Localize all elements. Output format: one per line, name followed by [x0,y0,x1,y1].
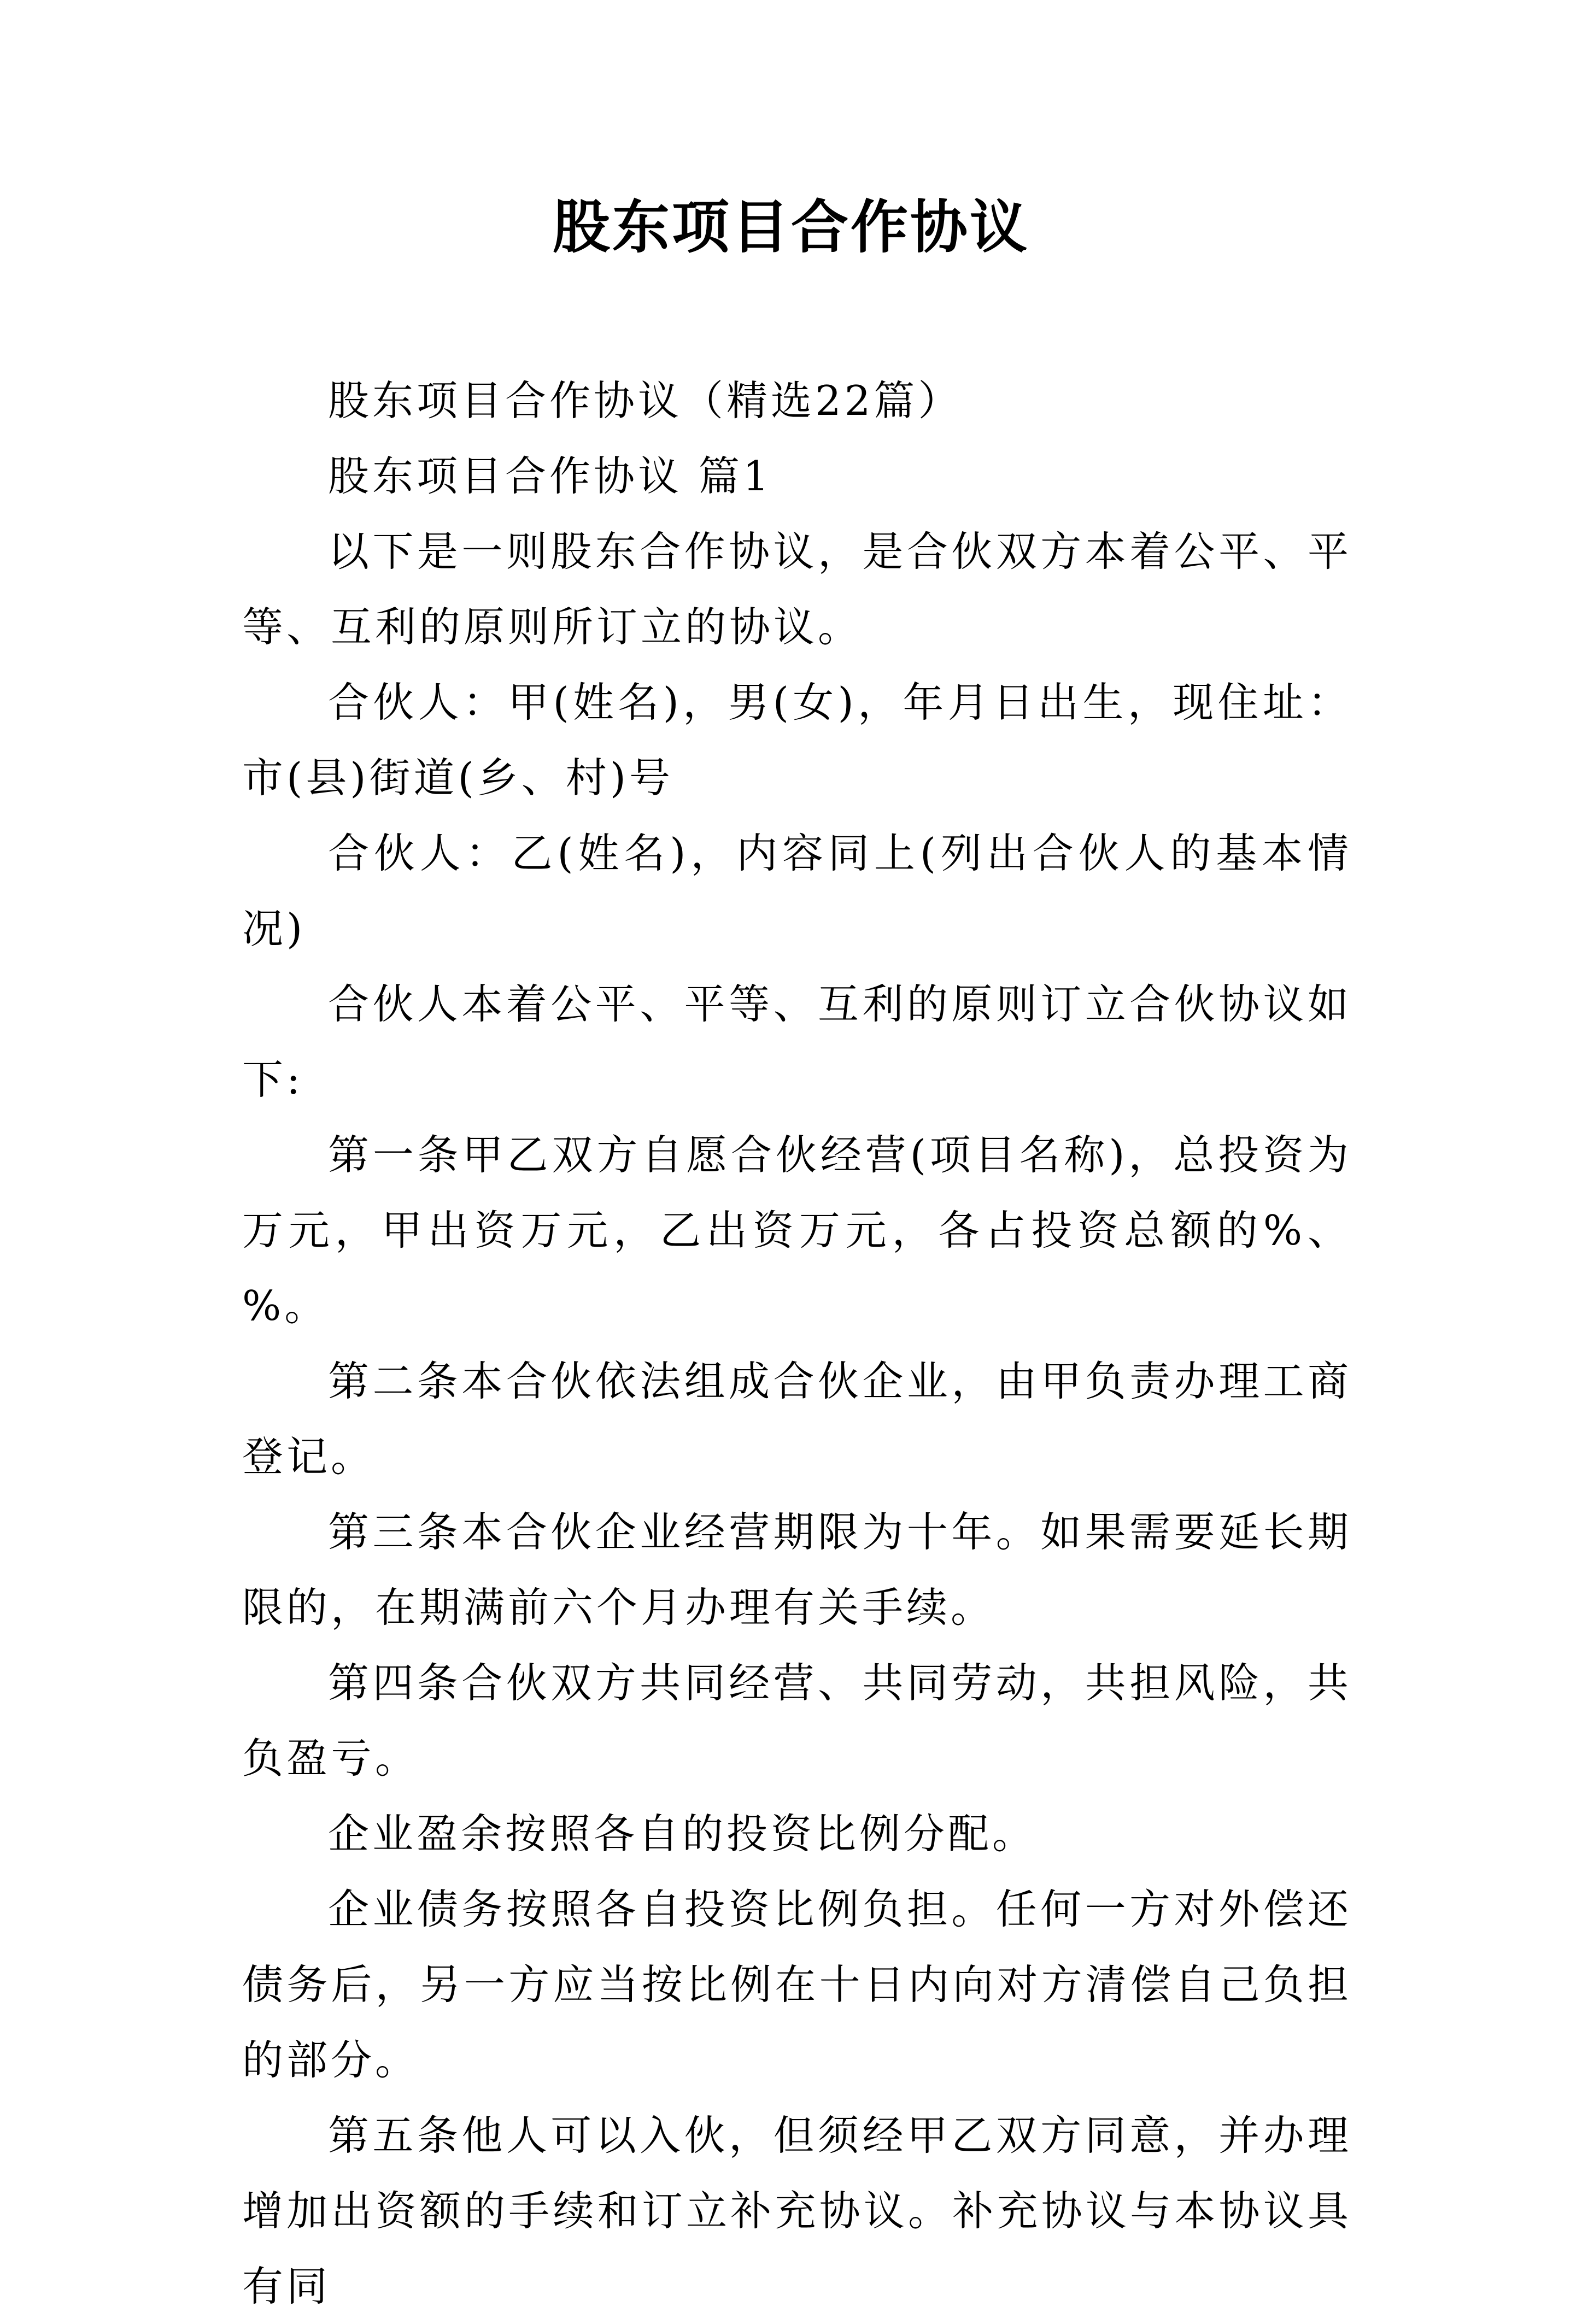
paragraph-article-2: 第二条本合伙依法组成合伙企业，由甲负责办理工商登记。 [242,1357,1352,1481]
paragraph-section-heading: 股东项目合作协议 篇1 [328,452,772,500]
paragraph-article-4: 第四条合伙双方共同经营、共同劳动，共担风险，共负盈亏。 [242,1659,1352,1782]
paragraph-debt-sharing: 企业债务按照各自投资比例负担。任何一方对外偿还债务后，另一方应当按比例在十日内向对方清偿自己负担的部分。 [242,1885,1352,2084]
document-body [242,363,1352,2324]
document-title: 股东项目合作协议 [552,193,1029,261]
paragraph-article-1: 第一条甲乙双方自愿合伙经营(项目名称)，总投资为万元，甲出资万元，乙出资万元，各占投资总额的%、%。 [242,1131,1352,1330]
paragraph-partner-b: 合伙人：乙(姓名)，内容同上(列出合伙人的基本情况) [242,829,1352,953]
paragraph-collection-title: 股东项目合作协议（精选22篇） [328,377,963,425]
paragraph-agreement-basis: 合伙人本着公平、平等、互利的原则订立合伙协议如下: [242,980,1352,1104]
paragraph-partner-a: 合伙人：甲(姓名)，男(女)，年月日出生，现住址：市(县)街道(乡、村)号 [242,678,1352,802]
paragraph-article-5: 第五条他人可以入伙，但须经甲乙双方同意，并办理增加出资额的手续和订立补充协议。补充协议与本协议具有同 [242,2111,1352,2310]
paragraph-article-3: 第三条本合伙企业经营期限为十年。如果需要延长期限的，在期满前六个月办理有关手续。 [242,1508,1352,1632]
paragraph-intro: 以下是一则股东合作协议，是合伙双方本着公平、平等、互利的原则所订立的协议。 [242,527,1352,651]
paragraph-profit-distribution: 企业盈余按照各自的投资比例分配。 [328,1810,1037,1858]
